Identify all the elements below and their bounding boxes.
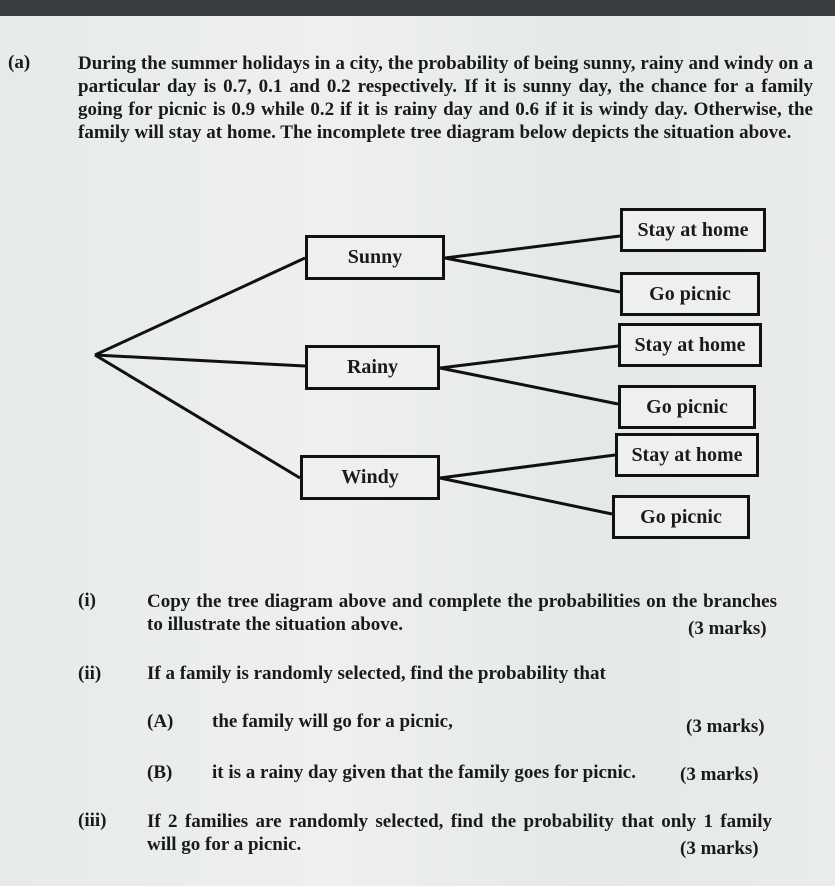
node-windy: Windy: [300, 455, 440, 500]
q-b-label: (B): [147, 762, 173, 783]
branch-rainy-go: [440, 368, 618, 404]
part-a-text: During the summer holidays in a city, the probability of being sunny, rainy and windy on a particular day is 0.7, 0.1 and 0.2 respectively. If it is sunny day, the chance for a family going for picnic is 0.9 while 0.2 if it is rainy day and 0.6 if it is windy day. Otherwise, the family will stay at home. The incomplete tree diagram below depicts the situation above.: [78, 53, 813, 143]
q-ii-label: (ii): [78, 663, 102, 684]
q-i-label: (i): [78, 590, 96, 611]
branch-sunny: [95, 258, 305, 355]
q-iii-text: If 2 families are randomly selected, find the probability that only 1 family will go for a picnic.: [147, 811, 772, 855]
q-i-marks: (3 marks): [688, 618, 767, 639]
q-i-text: Copy the tree diagram above and complete the probabilities on the branches to illustrate the situation above.: [147, 591, 777, 635]
q-a-label: (A): [147, 711, 174, 732]
node-windy-stay: Stay at home: [615, 433, 759, 477]
branch-sunny-go: [445, 258, 620, 292]
q-b-marks: (3 marks): [680, 764, 759, 785]
branch-windy: [95, 355, 300, 478]
node-sunny: Sunny: [305, 235, 445, 280]
node-sunny-go: Go picnic: [620, 272, 760, 316]
part-a-label: (a): [8, 52, 31, 73]
q-b-text: it is a rainy day given that the family goes for picnic.: [212, 762, 636, 783]
q-a-text: the family will go for a picnic,: [212, 711, 453, 732]
node-rainy-go: Go picnic: [618, 385, 756, 429]
node-windy-go: Go picnic: [612, 495, 750, 539]
node-sunny-stay: Stay at home: [620, 208, 766, 252]
q-iii-label: (iii): [78, 810, 107, 831]
q-iii-marks: (3 marks): [680, 838, 759, 859]
branch-rainy: [95, 355, 305, 366]
node-rainy-stay: Stay at home: [618, 323, 762, 367]
branch-rainy-stay: [440, 346, 618, 368]
branch-windy-go: [440, 478, 612, 514]
node-rainy: Rainy: [305, 345, 440, 390]
branch-windy-stay: [440, 455, 615, 478]
q-ii-text: If a family is randomly selected, find the probability that: [147, 663, 606, 684]
q-a-marks: (3 marks): [686, 716, 765, 737]
branch-sunny-stay: [445, 236, 620, 258]
